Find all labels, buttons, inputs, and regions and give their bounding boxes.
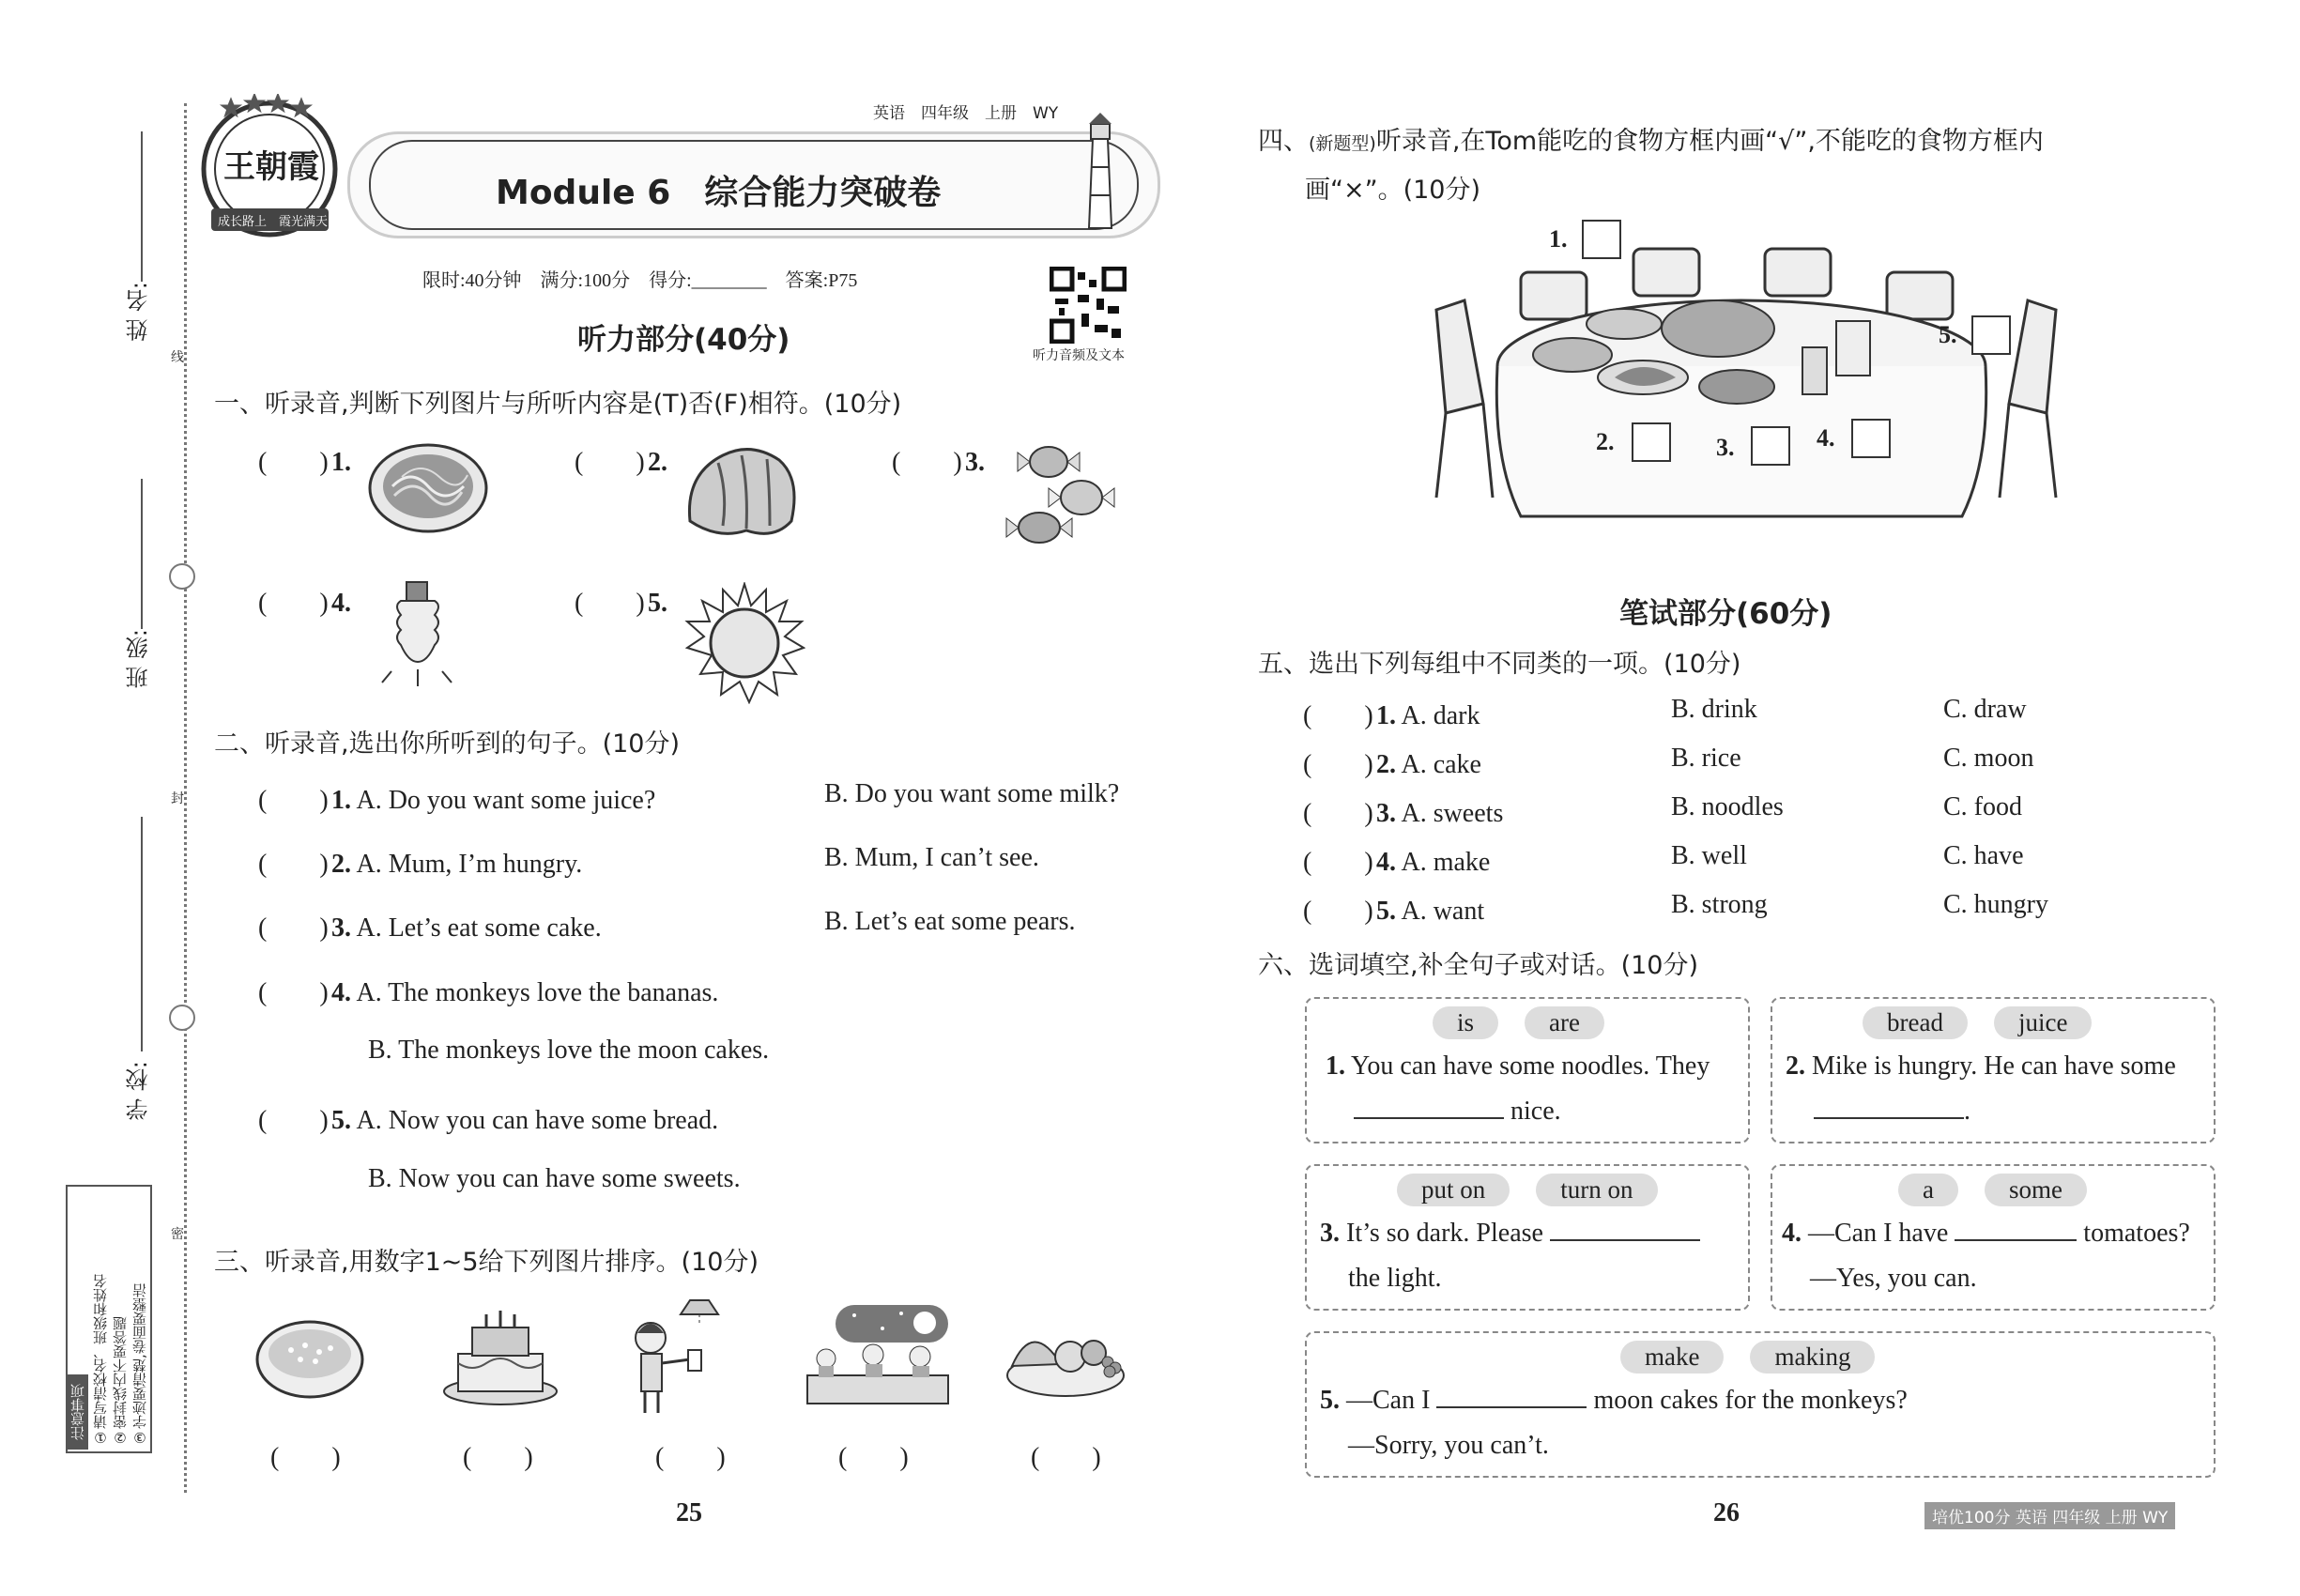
- word-bank-1: [1419, 1006, 1618, 1039]
- fill-box-5: [1305, 1331, 2216, 1478]
- part5-item-4-c: C. have: [1943, 841, 2024, 870]
- part2-item-4-b: B. The monkeys love the moon cakes.: [368, 1036, 770, 1065]
- answer-box-1[interactable]: [1582, 220, 1621, 259]
- part5-item-2-c: C. moon: [1943, 744, 2034, 773]
- part2-item-2-b: B. Mum, I can’t see.: [824, 843, 1039, 872]
- binding-line: [184, 103, 187, 1493]
- sentence-text: It’s so dark. Please: [1346, 1219, 1543, 1248]
- note-3: ③字迹要清楚,卷面要整洁: [131, 1283, 148, 1446]
- item-number: 4.: [1376, 848, 1396, 877]
- answer-blank[interactable]: [1814, 1117, 1964, 1119]
- answer-paren[interactable]: ( ): [1303, 701, 1373, 730]
- item-number: 1.: [1376, 701, 1396, 730]
- footer-tag: 培优100分 英语 四年级 上册 WY: [1924, 1502, 2175, 1529]
- word-chip: some: [1985, 1174, 2087, 1206]
- answer-box-3[interactable]: [1751, 426, 1790, 466]
- answer-paren[interactable]: ( ): [1303, 897, 1373, 926]
- box-label-3: 3.: [1716, 434, 1735, 461]
- part2-item-1: [258, 779, 655, 817]
- part4-prefix: 四、: [1258, 127, 1309, 156]
- name-line: [141, 131, 143, 282]
- fill-line-4b: —Yes, you can.: [1810, 1264, 1977, 1293]
- part4-title: [1258, 120, 2044, 157]
- part2-title: 二、听录音,选出你所听到的句子。(10分): [214, 729, 681, 759]
- item-number: 2.: [1376, 750, 1396, 779]
- fill-line-1b: [1354, 1097, 1561, 1127]
- part5-item-4-b: B. well: [1671, 841, 1747, 870]
- box-label-5: 5.: [1939, 321, 1957, 348]
- sentence-text: nice.: [1510, 1097, 1561, 1126]
- sun-picture: [683, 582, 805, 708]
- name-label: 姓 名:: [126, 282, 152, 342]
- word-bank-5: [1607, 1341, 1888, 1373]
- sentence-text: —Can I: [1346, 1386, 1431, 1415]
- answer-paren[interactable]: ( ): [258, 589, 329, 618]
- sentence-text: .: [1964, 1097, 1970, 1126]
- noodles-picture: [364, 439, 496, 546]
- option-a: A. want: [1401, 897, 1485, 926]
- school-line: [141, 817, 143, 1051]
- answer-blank[interactable]: [1550, 1239, 1700, 1241]
- answer-box-4[interactable]: [1851, 419, 1891, 458]
- rice-bowl-picture: [253, 1312, 366, 1410]
- bread-picture: [681, 437, 803, 548]
- option-a: A. The monkeys love the bananas.: [356, 978, 719, 1007]
- answer-paren[interactable]: ( ): [258, 850, 329, 879]
- box-label-1: 1.: [1549, 225, 1568, 253]
- item-number: 4.: [1782, 1219, 1802, 1248]
- part5-item-3-c: C. food: [1943, 792, 2022, 821]
- brand-name: 王朝霞: [223, 148, 319, 186]
- answer-paren[interactable]: ( ): [258, 448, 329, 477]
- item-number: 2.: [1786, 1051, 1805, 1081]
- fill-line-3b: the light.: [1348, 1264, 1442, 1293]
- fruit-plate-picture: [1004, 1310, 1127, 1407]
- scissors-icon: [169, 563, 195, 590]
- item-number: 3.: [1320, 1219, 1340, 1248]
- fill-line-3: [1320, 1219, 1700, 1249]
- item-number: 2.: [331, 850, 351, 879]
- brand-slogan: 成长路上 霞光满天: [218, 215, 329, 229]
- word-chip: are: [1525, 1006, 1604, 1039]
- word-chip: put on: [1397, 1174, 1510, 1206]
- part5-item-1: [1303, 695, 1480, 732]
- answer-paren[interactable]: ( ): [258, 978, 329, 1007]
- word-chip: make: [1620, 1341, 1724, 1373]
- notes-box: [66, 1185, 152, 1453]
- answer-blank[interactable]: [1354, 1117, 1504, 1119]
- girl-turning-on-light-picture: [624, 1296, 737, 1421]
- fill-line-4: [1782, 1219, 2190, 1249]
- seal-char-mi: 密: [171, 1222, 184, 1245]
- sentence-text: tomatoes?: [2083, 1219, 2190, 1248]
- order-slot-4[interactable]: ( ): [838, 1443, 909, 1472]
- dinner-table-picture: [1408, 216, 2084, 535]
- answer-paren[interactable]: ( ): [575, 448, 645, 477]
- page-number-left: 25: [676, 1498, 702, 1527]
- item-number: 1.: [1326, 1051, 1345, 1081]
- part5-item-1-c: C. draw: [1943, 695, 2027, 724]
- part2-item-3-b: B. Let’s eat some pears.: [824, 907, 1076, 936]
- part5-item-3-b: B. noodles: [1671, 792, 1784, 821]
- lighthouse-icon: [1081, 111, 1119, 233]
- word-bank-2: [1849, 1006, 2105, 1039]
- answer-paren[interactable]: ( ): [258, 786, 329, 815]
- sentence-text: You can have some noodles. They: [1350, 1051, 1710, 1081]
- brand-logo: [197, 94, 343, 239]
- part5-title: 五、选出下列每组中不同类的一项。(10分): [1258, 650, 1741, 679]
- part2-item-3: [258, 907, 602, 944]
- family-dinner-picture: [798, 1300, 958, 1417]
- part6-title: 六、选词填空,补全句子或对话。(10分): [1258, 951, 1699, 980]
- item-number: 3.: [331, 913, 351, 943]
- writing-section-title: 笔试部分(60分): [1619, 597, 1832, 631]
- answer-paren[interactable]: ( ): [1303, 750, 1373, 779]
- item-number: 4.: [331, 589, 351, 618]
- answer-paren[interactable]: ( ): [892, 448, 962, 477]
- part1-item-1: [258, 441, 351, 479]
- order-slot-2[interactable]: ( ): [463, 1443, 533, 1472]
- answer-blank[interactable]: [1955, 1239, 2077, 1241]
- fill-line-5: [1320, 1386, 1908, 1416]
- part1-item-5: [575, 582, 667, 620]
- part1-item-4: [258, 582, 351, 620]
- answer-box-2[interactable]: [1632, 422, 1671, 462]
- part5-item-5: [1303, 890, 1484, 928]
- school-label: 学 校:: [126, 1061, 152, 1121]
- part2-item-4: [258, 972, 718, 1009]
- item-number: 5.: [331, 1106, 351, 1135]
- part5-item-2: [1303, 744, 1481, 781]
- part1-title: 一、听录音,判断下列图片与所听内容是(T)否(F)相符。(10分): [214, 390, 902, 419]
- item-number: 4.: [331, 978, 351, 1007]
- note-1: ①请写清校名、班级和姓名: [92, 1274, 109, 1446]
- word-bank-3: [1384, 1174, 1671, 1206]
- notes-title: 注意事项: [68, 1374, 88, 1450]
- cake-picture: [439, 1307, 561, 1414]
- light-bulb-picture: [380, 577, 455, 694]
- word-chip: turn on: [1536, 1174, 1657, 1206]
- listening-section-title: 听力部分(40分): [577, 323, 790, 357]
- option-a: A. dark: [1401, 701, 1480, 730]
- fill-box-4: [1771, 1164, 2216, 1311]
- sentence-text: moon cakes for the monkeys?: [1593, 1386, 1908, 1415]
- fill-box-3: [1305, 1164, 1750, 1311]
- option-a: A. Let’s eat some cake.: [356, 913, 602, 943]
- seal-char-xian: 线: [171, 345, 184, 368]
- part4-title-text: 听录音,在Tom能吃的食物方框内画“√”,不能吃的食物方框内: [1375, 127, 2044, 156]
- option-a: A. cake: [1401, 750, 1481, 779]
- qr-caption: 听力音频及文本: [1033, 348, 1125, 363]
- page-title: Module 6 综合能力突破卷: [496, 174, 942, 212]
- page-number-right: 26: [1713, 1498, 1740, 1527]
- answer-paren[interactable]: ( ): [258, 913, 329, 943]
- word-chip: is: [1433, 1006, 1498, 1039]
- part2-item-2: [258, 843, 582, 881]
- item-number: 5.: [648, 589, 667, 618]
- answer-paren[interactable]: ( ): [1303, 848, 1373, 877]
- order-slot-1[interactable]: ( ): [270, 1443, 341, 1472]
- part5-item-2-b: B. rice: [1671, 744, 1741, 773]
- option-a: A. make: [1401, 848, 1491, 877]
- title-banner: [347, 131, 1160, 238]
- word-chip: bread: [1863, 1006, 1968, 1039]
- box-label-2: 2.: [1596, 428, 1615, 455]
- fill-line-5b: —Sorry, you can’t.: [1348, 1431, 1549, 1460]
- word-bank-4: [1885, 1174, 2100, 1206]
- new-type-tag: (新题型): [1309, 133, 1376, 154]
- note-2: ②密封线内不要答题: [112, 1316, 129, 1446]
- fill-line-2b: [1814, 1097, 1970, 1127]
- fill-line-1: [1326, 1051, 1710, 1082]
- part5-item-1-b: B. drink: [1671, 695, 1757, 724]
- answer-blank[interactable]: [1436, 1406, 1587, 1408]
- part5-item-5-b: B. strong: [1671, 890, 1768, 919]
- option-a: A. Now you can have some bread.: [356, 1106, 719, 1135]
- option-a: A. sweets: [1401, 799, 1504, 828]
- part4-title-line2: 画“×”。(10分): [1305, 176, 1481, 205]
- word-chip: a: [1898, 1174, 1958, 1206]
- part1-item-3: [892, 441, 985, 479]
- word-chip: making: [1750, 1341, 1875, 1373]
- seal-char-feng: 封: [171, 787, 184, 809]
- qr-code-icon[interactable]: [1050, 267, 1127, 344]
- option-a: A. Do you want some juice?: [356, 786, 656, 815]
- part5-item-3: [1303, 792, 1503, 830]
- item-number: 3.: [965, 448, 985, 477]
- sentence-text: —Can I have: [1808, 1219, 1949, 1248]
- answer-box-5[interactable]: [1971, 315, 2011, 355]
- fill-box-2: [1771, 997, 2216, 1143]
- class-label: 班 级:: [126, 629, 152, 689]
- part1-item-2: [575, 441, 667, 479]
- subject-tags: 英语 四年级 上册 WY: [873, 104, 1059, 123]
- order-slot-5[interactable]: ( ): [1031, 1443, 1101, 1472]
- part3-title: 三、听录音,用数字1~5给下列图片排序。(10分): [214, 1248, 759, 1277]
- fill-box-1: [1305, 997, 1750, 1143]
- item-number: 5.: [1376, 897, 1396, 926]
- part2-item-5: [258, 1099, 718, 1137]
- order-slot-3[interactable]: ( ): [655, 1443, 726, 1472]
- scissors-icon: [169, 1005, 195, 1031]
- item-number: 3.: [1376, 799, 1396, 828]
- sweets-picture: [997, 434, 1119, 560]
- class-line: [141, 479, 143, 629]
- exam-meta: 限时:40分钟 满分:100分 得分:________ 答案:P75: [422, 270, 858, 291]
- part5-item-5-c: C. hungry: [1943, 890, 2048, 919]
- part2-item-5-b: B. Now you can have some sweets.: [368, 1164, 741, 1193]
- answer-paren[interactable]: ( ): [258, 1106, 329, 1135]
- answer-paren[interactable]: ( ): [575, 589, 645, 618]
- sentence-text: Mike is hungry. He can have some: [1812, 1051, 2176, 1081]
- word-chip: juice: [1994, 1006, 2092, 1039]
- part2-item-1-b: B. Do you want some milk?: [824, 779, 1120, 808]
- option-a: A. Mum, I’m hungry.: [356, 850, 583, 879]
- item-number: 2.: [648, 448, 667, 477]
- box-label-4: 4.: [1817, 424, 1835, 452]
- part5-item-4: [1303, 841, 1490, 879]
- item-number: 1.: [331, 786, 351, 815]
- fill-line-2: [1786, 1051, 2176, 1082]
- answer-paren[interactable]: ( ): [1303, 799, 1373, 828]
- item-number: 1.: [331, 448, 351, 477]
- item-number: 5.: [1320, 1386, 1340, 1415]
